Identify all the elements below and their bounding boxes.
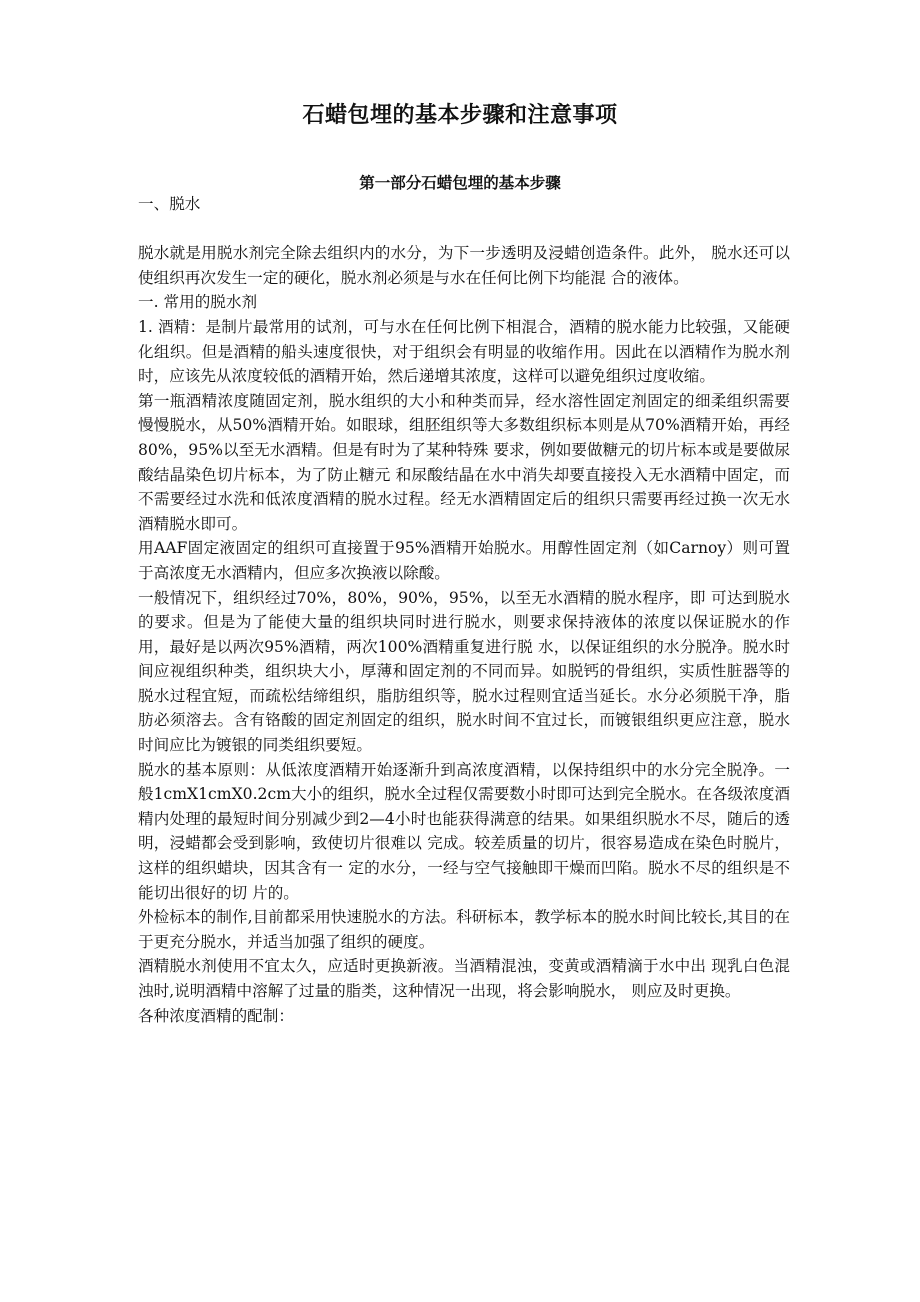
subsection-heading: 一. 常用的脱水剂 [138,293,258,312]
paragraph-first-bottle: 第一瓶酒精浓度随固定剂，脱水组织的大小和种类而异，经水溶性固定剂固定的细柔组织需要慢慢脱水，从50%酒精开始。如眼球，组胚组织等大多数组织标本则是从70%酒精开始，再经80%，95%以至无水酒精。但是有时为了某种特殊 要求，例如要做糖元的切片标本或是要做尿酸结晶染色切片标本，为了防止糖元 和尿酸结晶在水中消失却要直接投入无水酒精中固定，而不需要经过水洗和低浓度酒精的脱水过程。经无水酒精固定后的组织只需要再经过换一次无水酒精脱水即可。 [138,391,790,533]
paragraph-biopsy: 外检标本的制作,目前都采用快速脱水的方法。科研标本，教学标本的脱水时间比较长,其目的在于更充分脱水，并适当加强了组织的硬度。 [138,908,790,951]
paragraph-aaf: 用AAF固定液固定的组织可直接置于95%酒精开始脱水。用醇性固定剂（如Carnoy）则可置于高浓度无水酒精内，但应多次换液以除酸。 [138,539,790,582]
paragraph-principle: 脱水的基本原则：从低浓度酒精开始逐渐升到高浓度酒精，以保持组织中的水分完全脱净。一般1cmX1cmX0.2cm大小的组织，脱水全过程仅需要数小时即可达到完全脱水。在各级浓度酒精内处理的最短时间分别减少到2—4小时也能获得满意的结果。如果组织脱水不尽，随后的透明，浸蜡都会受到影响，致使切片很难以 完成。较差质量的切片，很容易造成在染色时脱片，这样的组织蜡块，因其含有一 定的水分，一经与空气接触即干燥而凹陷。脱水不尽的组织是不能切出很好的切 片的。 [138,760,790,902]
paragraph-spacer [138,217,790,242]
document-title: 石蜡包埋的基本步骤和注意事项 [302,102,618,128]
paragraph-alcohol: 1. 酒精：是制片最常用的试剂，可与水在任何比例下相混合，酒精的脱水能力比较强，又能硬化组织。但是酒精的船头速度很快，对于组织会有明显的收缩作用。因此在以酒精作为脱水剂时，应该先从浓度较低的酒精开始，然后递增其浓度，这样可以避免组织过度收缩。 [138,317,790,386]
document-body [138,192,790,1028]
paragraph-intro: 脱水就是用脱水剂完全除去组织内的水分，为下一步透明及浸蜡创造条件。此外， 脱水还可以使组织再次发生一定的硬化，脱水剂必须是与水在任何比例下均能混 合的液体。 [138,244,790,287]
section-heading: 一、脱水 [138,195,201,213]
part-title: 第一部分石蜡包埋的基本步骤 [359,173,561,192]
paragraph-replace: 酒精脱水剂使用不宜太久，应适时更换新液。当酒精混浊，变黄或酒精滴于水中出 现乳白色混浊时,说明酒精中溶解了过量的脂类，这种情况一出现，将会影响脱水， 则应及时更换。 [138,957,790,1000]
paragraph-preparation: 各种浓度酒精的配制： [138,1006,294,1025]
paragraph-general: 一般情况下，组织经过70%，80%，90%，95%，以至无水酒精的脱水程序，即 可达到脱水的要求。但是为了能使大量的组织块同时进行脱水，则要求保持液体的浓度以保证脱水的作用，最好是以两次95%酒精，两次100%酒精重复进行脱 水，以保证组织的水分脱净。脱水时间应视组织种类，组织块大小，厚薄和固定剂的不同而异。如脱钙的骨组织，实质性脏器等的脱水过程宜短，而疏松结缔组织，脂肪组织等，脱水过程则宜适当延长。水分必须脱干净，脂肪必须溶去。含有铬酸的固定剂固定的组织，脱水时间不宜过长，而镀银组织更应注意，脱水时间应比为镀银的同类组织要短。 [138,588,790,755]
